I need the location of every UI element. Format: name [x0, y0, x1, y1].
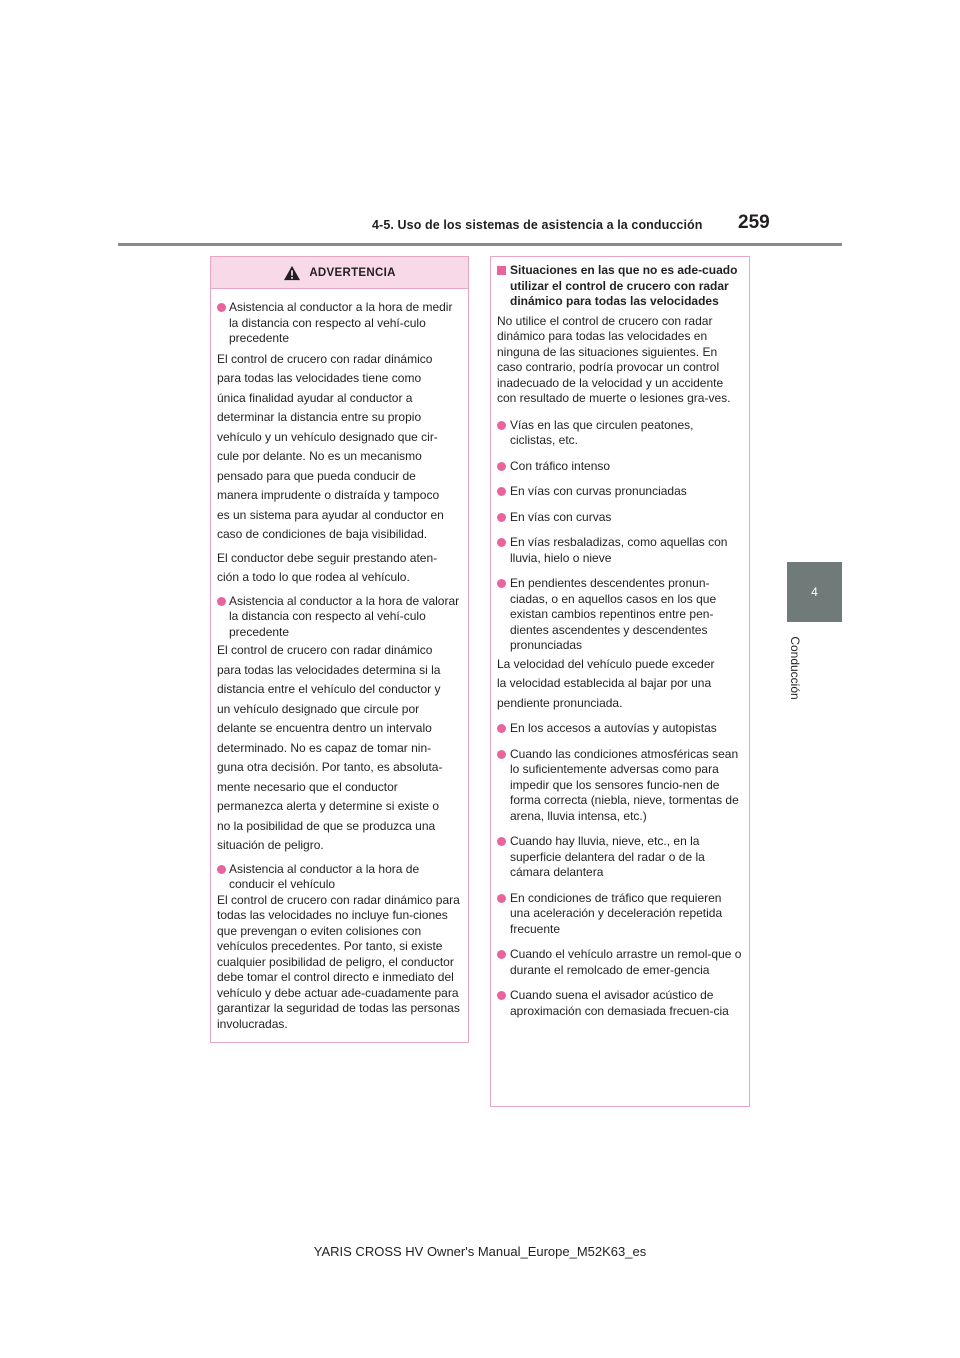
- list-item: Vías en las que circulen peatones, ciclistas, etc.: [497, 418, 742, 449]
- text-line: pendiente pronunciada.: [497, 695, 623, 710]
- text-line: no la posibilidad de que se produzca una: [217, 818, 436, 833]
- section-title: 4-5. Uso de los sistemas de asistencia a la conducción: [372, 218, 703, 232]
- text-line: situación de peligro.: [217, 838, 324, 852]
- text-line: determinar la distancia entre su propio: [217, 410, 422, 424]
- text-line: distancia entre el vehículo del conductor y: [217, 682, 441, 696]
- text-line: pensado para que pueda conducir de: [217, 468, 416, 483]
- warning-box: [210, 256, 469, 1043]
- text-line: manera imprudente o distraída y tampoco: [217, 488, 440, 502]
- list-item: Cuando el vehículo arrastre un remol-que o durante el remolcado de emer-gencia: [497, 947, 742, 978]
- warning-header: [211, 257, 468, 289]
- situations-intro: No utilice el control de crucero con radar dinámico para todas las velocidades en ninguna de las situaciones siguientes. En caso contrario, podría provocar un control inadecuado de la velocidad y un accidente con resultado de muerte o lesiones gra-ves.: [497, 313, 731, 405]
- header-divider: [118, 243, 842, 246]
- text-line: guna otra decisión. Por tanto, es absoluta-: [217, 760, 443, 774]
- list-item: Con tráfico intenso: [497, 459, 742, 475]
- text-line: para todas las velocidades tiene como: [217, 371, 422, 385]
- text-line: un vehículo designado que circule por: [217, 701, 420, 716]
- chapter-number: 4: [811, 585, 818, 599]
- list-item: Cuando suena el avisador acústico de aproximación con demasiada frecuen-cia: [497, 988, 742, 1019]
- text-line: vehículo y un vehículo designado que cir-: [217, 429, 438, 444]
- chapter-tab: [787, 562, 842, 622]
- warning-paragraph-1b: [217, 549, 461, 588]
- warning-paragraph-3: El control de crucero con radar dinámico para todas las velocidades no incluye fun-ciones que prevengan o eviten colisiones con vehículos precedentes. Por tanto, si existe cualquier posibilidad de peligro, el conductor debe tomar el control directo e inmediato del vehículo y debe actuar ade-cuadamente para garantizar la seguridad de todas las personas involucradas.: [217, 892, 460, 1031]
- text-line: El control de crucero con radar dinámico: [217, 643, 433, 657]
- text-line: permanezca alerta y determine si existe o: [217, 799, 440, 813]
- list-item: En vías con curvas pronunciadas: [497, 484, 742, 500]
- situations-box: [490, 256, 750, 1107]
- warning-paragraph-2: [217, 641, 461, 856]
- list-item: En vías resbaladizas, como aquellas con lluvia, hielo o nieve: [497, 535, 742, 566]
- text-line: ción a todo lo que rodea al vehículo.: [217, 570, 410, 584]
- text-line: El conductor debe seguir prestando aten-: [217, 550, 438, 565]
- warning-paragraph-1: [217, 350, 461, 545]
- text-line: la velocidad establecida al bajar por una: [497, 676, 712, 690]
- warning-bullet-2: Asistencia al conductor a la hora de valorar la distancia con respecto al vehí-culo precedente: [217, 594, 461, 641]
- warning-content: [211, 289, 468, 1032]
- downhill-note: [497, 655, 742, 714]
- list-item: En los accesos a autovías y autopistas: [497, 721, 742, 737]
- list-item: En vías con curvas: [497, 510, 742, 526]
- text-line: mente necesario que el conductor: [217, 779, 398, 794]
- text-line: determinado. No es capaz de tomar nin-: [217, 740, 432, 755]
- warning-triangle-icon: [283, 265, 301, 281]
- warning-title: ADVERTENCIA: [309, 266, 396, 279]
- list-item: En condiciones de tráfico que requieren una aceleración y deceleración repetida frecuente: [497, 891, 742, 938]
- text-line: caso de condiciones de baja visibilidad.: [217, 527, 428, 541]
- text-line: El control de crucero con radar dinámico: [217, 351, 433, 366]
- warning-bullet-3: Asistencia al conductor a la hora de conducir el vehículo: [217, 862, 461, 893]
- list-item: En pendientes descendentes pronun-ciadas, o en aquellos casos en los que existan cambios repentinos entre pen-dientes ascendentes y descendentes pronunciadas: [497, 576, 742, 654]
- text-line: única finalidad ayudar al conductor a: [217, 390, 413, 405]
- chapter-label-text: Conducción: [788, 636, 802, 700]
- text-line: es un sistema para ayudar al conductor en: [217, 507, 444, 522]
- page-number: 259: [738, 212, 770, 233]
- text-line: delante se encuentra dentro un intervalo: [217, 721, 432, 735]
- list-item: Cuando hay lluvia, nieve, etc., en la superficie delantera del radar o de la cámara delantera: [497, 834, 742, 881]
- list-item: Cuando las condiciones atmosféricas sean lo suficientemente adversas como para impedir que los sensores funcio-nen de forma correcta (niebla, nieve, tormentas de arena, lluvia intensa, etc.): [497, 747, 742, 825]
- situations-content: [491, 257, 749, 1019]
- text-line: para todas las velocidades determina si la: [217, 662, 441, 677]
- situations-heading: Situaciones en las que no es ade-cuado utilizar el control de crucero con radar dinámico para todas las velocidades: [497, 263, 742, 310]
- chapter-label: [780, 632, 810, 704]
- footer-text: YARIS CROSS HV Owner's Manual_Europe_M52K63_es: [313, 1244, 647, 1259]
- warning-bullet-1: Asistencia al conductor a la hora de medir la distancia con respecto al vehí-culo precedente: [217, 300, 461, 347]
- text-line: cule por delante. No es un mecanismo: [217, 449, 422, 463]
- text-line: La velocidad del vehículo puede exceder: [497, 656, 715, 671]
